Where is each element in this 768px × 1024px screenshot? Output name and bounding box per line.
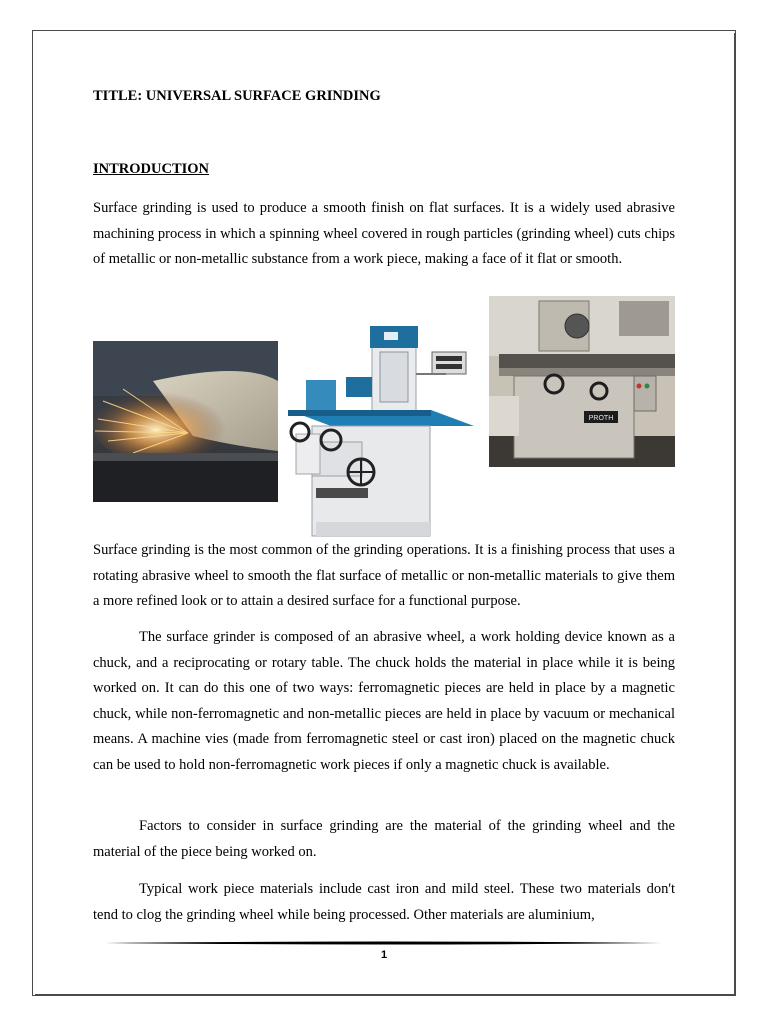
paragraph-composition: The surface grinder is composed of an abrasive wheel, a work holding device known as a chuck, and a reciprocating or rotary table. The chuck holds the material in place while it is being worked on. It can do this one of two ways: ferromagnetic pieces are held in place by a magnetic chuck, while non-ferromagnetic and non-metallic pieces are held in place by vacuum or mechanical means. A machine vies (made from ferromagnetic steel or cast iron) placed on the magnetic chuck can be used to hold non-ferromagnetic work pieces if only a magnetic chuck is available. (93, 629, 675, 773)
surface-grinder-machine-photo (286, 322, 476, 540)
grinding-sparks-photo (93, 341, 278, 502)
machine-brand-label: PROTH (588, 415, 614, 422)
section-heading: INTRODUCTION (93, 161, 210, 177)
page-number: 1 (380, 949, 388, 961)
document-title: TITLE: UNIVERSAL SURFACE GRINDING (93, 88, 381, 104)
paragraph-finishing: Surface grinding is the most common of the grinding operations. It is a finishing process that uses a rotating abrasive wheel to smooth the flat surface of metallic or non-metallic materials to give them a more refined look or to attain a desired surface for a functional purpose. (93, 542, 675, 609)
paragraph-intro: Surface grinding is used to produce a smooth finish on flat surfaces. It is a widely used abrasive machining process in which a spinning wheel covered in rough particles (grinding wheel) cuts chips of metallic or non-metallic substance from a work piece, making a face of it flat or smooth. (93, 200, 675, 267)
workshop-grinder-photo (489, 296, 675, 467)
footer-divider (105, 941, 662, 945)
paragraph-factors: Factors to consider in surface grinding are the material of the grinding wheel and the material of the piece being worked on. (93, 818, 675, 860)
paragraph-materials: Typical work piece materials include cast iron and mild steel. These two materials don't tend to clog the grinding wheel while being processed. Other materials are aluminium, (93, 881, 675, 923)
